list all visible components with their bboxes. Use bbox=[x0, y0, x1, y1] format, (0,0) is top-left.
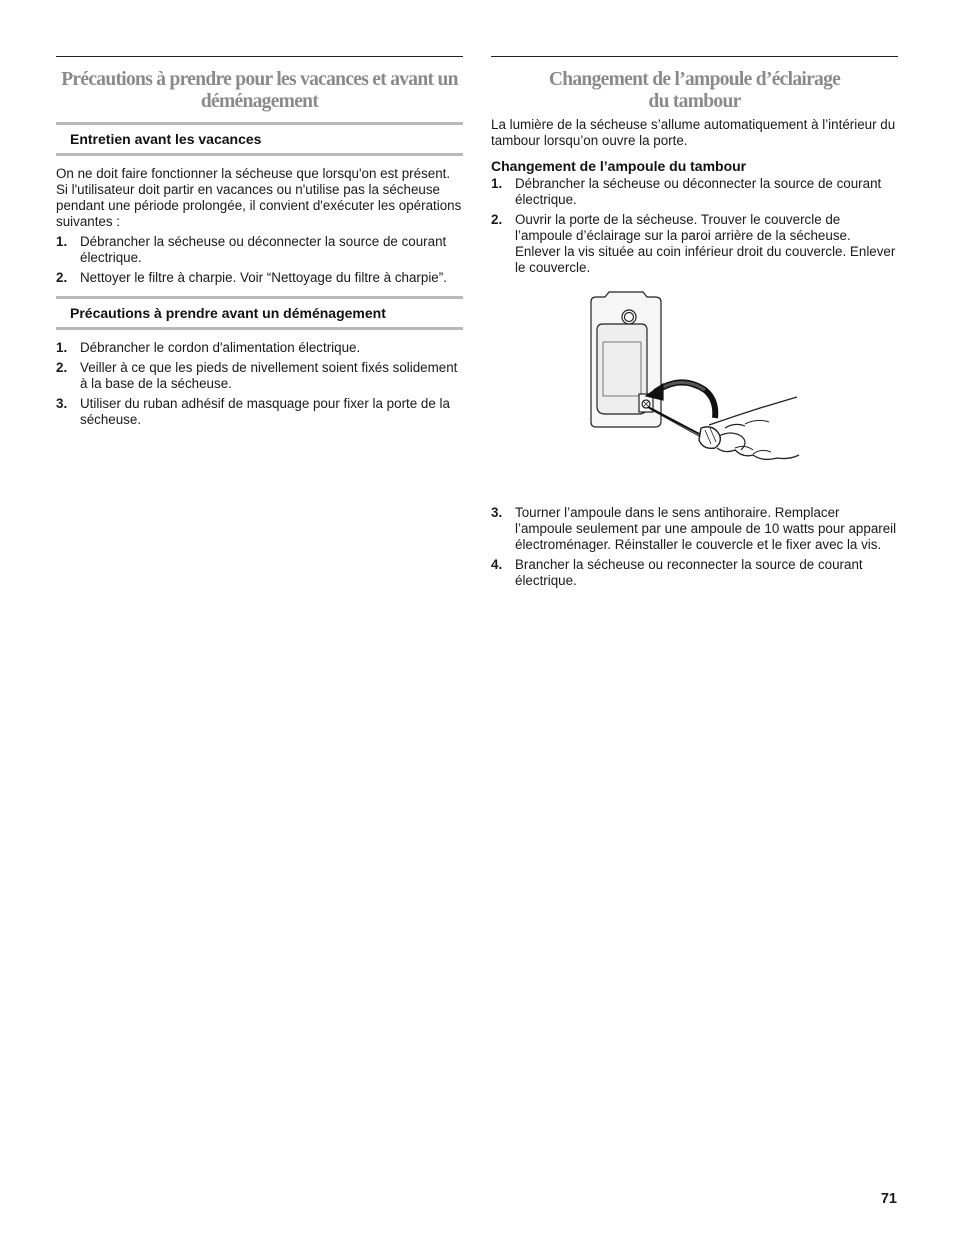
list-item: 2. Nettoyer le filtre à charpie. Voir “Nettoyage du filtre à charpie”. bbox=[56, 270, 447, 285]
vacation-care-heading: Entretien avant les vacances bbox=[56, 122, 463, 156]
title-line-2: déménagement bbox=[200, 91, 319, 112]
list-item: 2. Ouvrir la porte de la sécheuse. Trouver le couvercle de l’ampoule d’éclairage sur la paroi arrière de la sécheuse. Enlever la vis située au coin inférieur droit du couvercle. Enlever le couvercle. bbox=[491, 212, 896, 275]
drum-light-title bbox=[491, 69, 898, 113]
page-number: 71 bbox=[880, 1191, 897, 1207]
top-rule-right bbox=[491, 56, 898, 57]
bulb-change-subheading: Changement de l’ampoule du tambour bbox=[491, 158, 747, 174]
moving-heading: Précautions à prendre avant un déménagement bbox=[56, 296, 463, 330]
title-line-1: Précautions à prendre pour les vacances et avant un bbox=[61, 69, 458, 90]
vacation-steps bbox=[56, 234, 463, 286]
list-item: 2. Veiller à ce que les pieds de nivellement soient fixés solidement à la base de la sécheuse. bbox=[56, 360, 458, 391]
list-item: 1. Débrancher la sécheuse ou déconnecter la source de courant électrique. bbox=[56, 234, 447, 265]
title-line-2: du tambour bbox=[648, 91, 741, 112]
bulb-steps-b bbox=[491, 505, 898, 589]
vacation-intro: On ne doit faire fonctionner la sécheuse que lorsqu'on est présent. Si l'utilisateur doit partir en vacances ou n'utilise pas la sécheuse pendant une période prolongée, il convient d'exécuter les opérations suivantes : bbox=[56, 166, 462, 229]
moving-steps bbox=[56, 340, 463, 428]
title-line-1: Changement de l’ampoule d’éclairage bbox=[548, 69, 841, 90]
list-item: 3. Utiliser du ruban adhésif de masquage pour fixer la porte de la sécheuse. bbox=[56, 396, 450, 427]
bulb-steps-a bbox=[491, 176, 898, 276]
drum-light-intro: La lumière de la sécheuse s’allume automatiquement à l’intérieur du tambour lorsqu’on ouvre la porte. bbox=[491, 117, 896, 148]
list-item: 1. Débrancher la sécheuse ou déconnecter la source de courant électrique. bbox=[491, 176, 882, 207]
list-item: 1. Débrancher le cordon d'alimentation électrique. bbox=[56, 340, 361, 355]
illustration-svg bbox=[585, 290, 805, 465]
list-item: 4. Brancher la sécheuse ou reconnecter la source de courant électrique. bbox=[491, 557, 863, 588]
bulb-cover-illustration bbox=[585, 290, 805, 465]
list-item: 3. Tourner l’ampoule dans le sens antihoraire. Remplacer l’ampoule seulement par une ampoule de 10 watts pour appareil électroménager. Réinstaller le couvercle et le fixer avec la vis. bbox=[491, 505, 897, 552]
left-column bbox=[56, 56, 463, 432]
top-rule-left bbox=[56, 56, 463, 57]
vacation-moving-title bbox=[56, 69, 463, 113]
